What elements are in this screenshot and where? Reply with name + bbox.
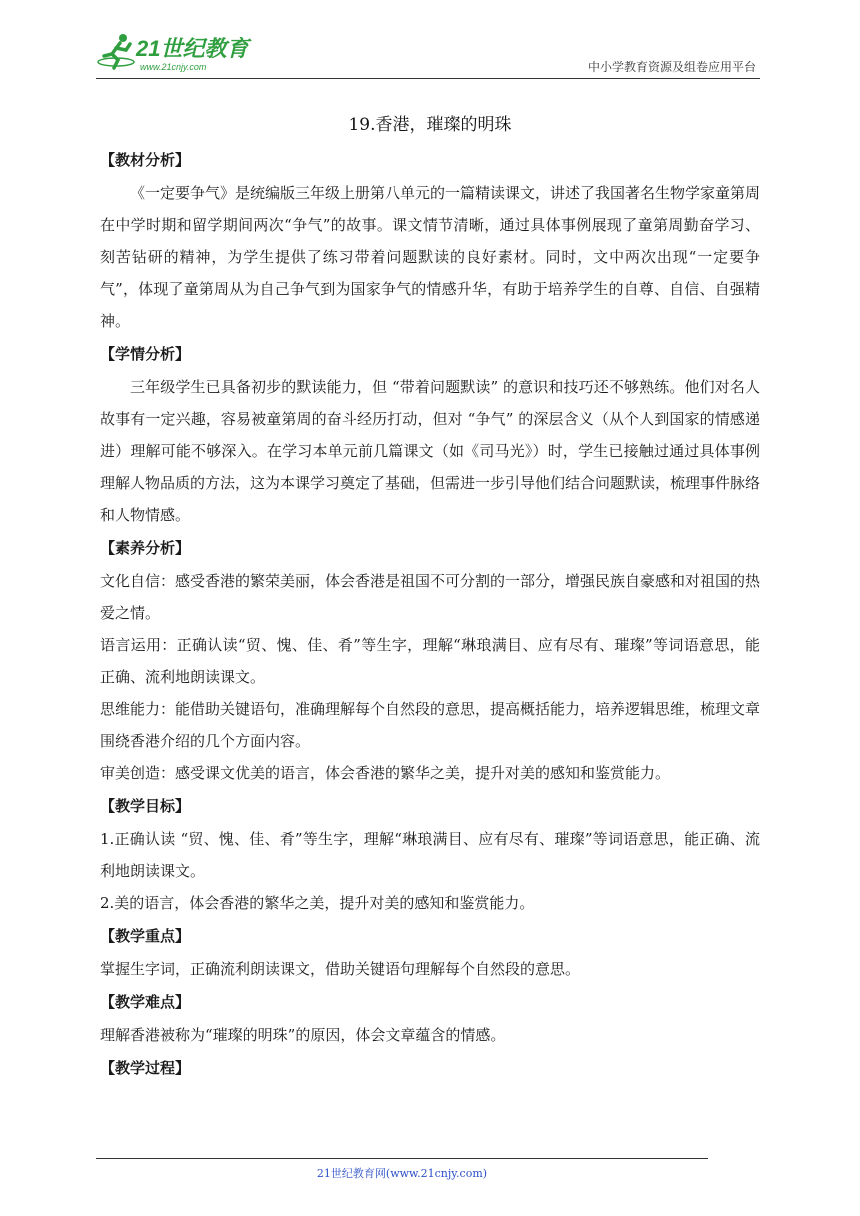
page-header — [96, 28, 760, 79]
section-heading-teaching-process: 【教学过程】 — [100, 1059, 191, 1077]
footer-link[interactable]: 21世纪教育网(www.21cnjy.com) — [316, 1167, 488, 1180]
logo-title: 21世纪教育 — [136, 36, 249, 61]
document-body — [100, 143, 760, 1085]
section-heading-teaching-goals: 【教学目标】 — [100, 797, 191, 815]
paragraph: 2.美的语言，体会香港的繁华之美，提升对美的感知和鉴赏能力。 — [100, 894, 535, 912]
section-heading-student-analysis: 【学情分析】 — [100, 345, 191, 363]
section-heading-textbook-analysis: 【教材分析】 — [100, 151, 191, 169]
paragraph: 1.正确认读 “贸、愧、佳、肴”等生字，理解“琳琅满目、应有尽有、璀璨”等词语意思，能正确、流利地朗读课文。 — [100, 830, 760, 880]
section-heading-literacy-analysis: 【素养分析】 — [100, 539, 191, 557]
section-heading-difficulties: 【教学难点】 — [100, 993, 191, 1011]
paragraph: 思维能力：能借助关键语句，准确理解每个自然段的意思，提高概括能力，培养逻辑思维，梳理文章围绕香港介绍的几个方面内容。 — [100, 700, 761, 750]
logo-url: www.21cnjy.com — [140, 62, 207, 72]
paragraph: 三年级学生已具备初步的默读能力，但 “带着问题默读” 的意识和技巧还不够熟练。他们对名人故事有一定兴趣，容易被童第周的奋斗经历打动，但对 “争气” 的深层含义（从个人到国家的情感递进）理解可能不够深入。在学习本单元前几篇课文（如《司马光》）时，学生已接触过通过具体事例理解人物品质的方法，这为本课学习奠定了基础，但需进一步引导他们结合问题默读，梳理事件脉络和人物情感。 — [100, 378, 761, 524]
site-logo — [96, 30, 266, 76]
paragraph: 语言运用：正确认读“贸、愧、佳、肴”等生字，理解“琳琅满目、应有尽有、璀璨”等词语意思，能正确、流利地朗读课文。 — [100, 636, 760, 686]
paragraph: 审美创造：感受课文优美的语言，体会香港的繁华之美，提升对美的感知和鉴赏能力。 — [100, 764, 671, 782]
document-title: 19.香港，璀璨的明珠 — [348, 115, 512, 135]
paragraph: 理解香港被称为“璀璨的明珠”的原因，体会文章蕴含的情感。 — [100, 1026, 506, 1044]
runner-logo-icon — [96, 30, 266, 76]
footer-divider — [96, 1158, 708, 1159]
section-heading-key-points: 【教学重点】 — [100, 927, 191, 945]
paragraph: 掌握生字词，正确流利朗读课文，借助关键语句理解每个自然段的意思。 — [100, 960, 581, 978]
header-platform-name: 中小学教育资源及组卷应用平台 — [587, 60, 756, 74]
paragraph: 文化自信：感受香港的繁荣美丽，体会香港是祖国不可分割的一部分，增强民族自豪感和对祖国的热爱之情。 — [100, 572, 761, 622]
paragraph: 《一定要争气》是统编版三年级上册第八单元的一篇精读课文，讲述了我国著名生物学家童第周在中学时期和留学期间两次“争气”的故事。课文情节清晰，通过具体事例展现了童第周勤奋学习、刻苦钻研的精神，为学生提供了练习带着问题默读的良好素材。同时，文中两次出现“一定要争气”，体现了童第周从为自己争气到为国家争气的情感升华，有助于培养学生的自尊、自信、自强精神。 — [100, 184, 761, 330]
